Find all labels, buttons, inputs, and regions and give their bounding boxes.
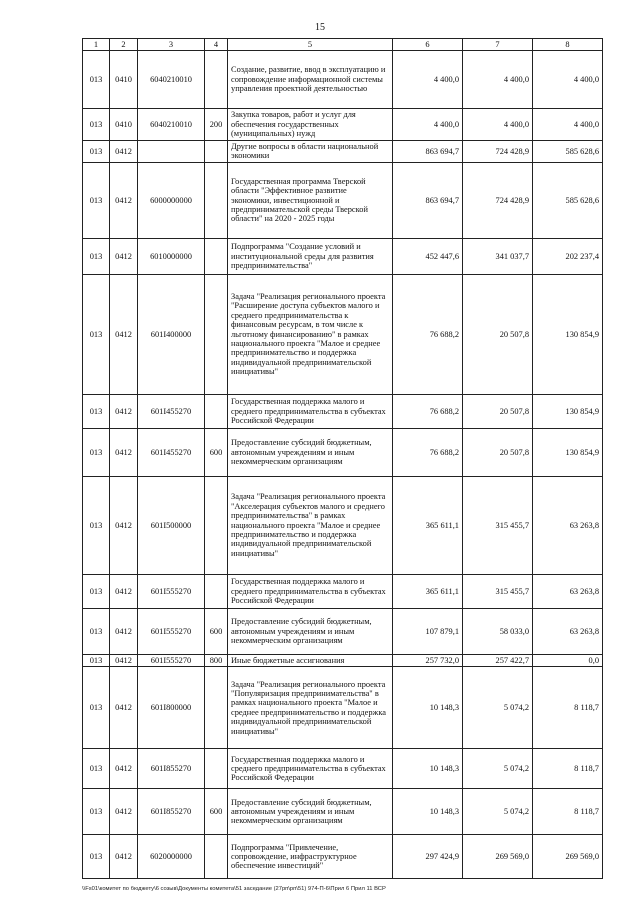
table-row bbox=[83, 109, 603, 141]
description-cell: Создание, развитие, ввод в эксплуатацию и сопровождение информационной системы управления проектной деятельностью bbox=[228, 51, 393, 109]
admin-code-cell: 013 bbox=[83, 749, 110, 789]
table-row bbox=[83, 238, 603, 274]
table-row bbox=[83, 667, 603, 749]
expense-type-cell: 200 bbox=[205, 109, 228, 141]
section-code-cell: 0412 bbox=[110, 749, 138, 789]
expense-type-cell: 600 bbox=[205, 428, 228, 476]
column-number-row bbox=[83, 39, 603, 51]
expense-type-cell bbox=[205, 394, 228, 428]
table-row bbox=[83, 162, 603, 238]
column-header: 2 bbox=[110, 39, 138, 51]
amount-2023-cell: 585 628,6 bbox=[533, 162, 603, 238]
expense-type-cell bbox=[205, 51, 228, 109]
column-header: 1 bbox=[83, 39, 110, 51]
amount-2023-cell: 585 628,6 bbox=[533, 141, 603, 163]
section-code-cell: 0412 bbox=[110, 274, 138, 394]
section-code-cell: 0412 bbox=[110, 476, 138, 574]
column-header: 6 bbox=[393, 39, 463, 51]
target-article-cell: 6040210010 bbox=[138, 51, 205, 109]
amount-2022-cell: 4 400,0 bbox=[463, 109, 533, 141]
target-article-cell: 601I400000 bbox=[138, 274, 205, 394]
table-row bbox=[83, 654, 603, 666]
section-code-cell: 0412 bbox=[110, 238, 138, 274]
column-header: 7 bbox=[463, 39, 533, 51]
amount-2022-cell: 269 569,0 bbox=[463, 835, 533, 879]
amount-2022-cell: 20 507,8 bbox=[463, 394, 533, 428]
amount-2023-cell: 8 118,7 bbox=[533, 789, 603, 835]
amount-2022-cell: 724 428,9 bbox=[463, 162, 533, 238]
target-article-cell: 6000000000 bbox=[138, 162, 205, 238]
amount-2022-cell: 315 455,7 bbox=[463, 574, 533, 608]
section-code-cell: 0412 bbox=[110, 789, 138, 835]
expense-type-cell: 800 bbox=[205, 654, 228, 666]
amount-2022-cell: 257 422,7 bbox=[463, 654, 533, 666]
target-article-cell: 601I455270 bbox=[138, 394, 205, 428]
column-header: 8 bbox=[533, 39, 603, 51]
amount-2023-cell: 130 854,9 bbox=[533, 274, 603, 394]
section-code-cell: 0412 bbox=[110, 428, 138, 476]
admin-code-cell: 013 bbox=[83, 51, 110, 109]
admin-code-cell: 013 bbox=[83, 476, 110, 574]
amount-2021-cell: 76 688,2 bbox=[393, 394, 463, 428]
section-code-cell: 0410 bbox=[110, 51, 138, 109]
admin-code-cell: 013 bbox=[83, 238, 110, 274]
amount-2023-cell: 4 400,0 bbox=[533, 109, 603, 141]
description-cell: Подпрограмма "Создание условий и институциональной среды для развития предпринимательства" bbox=[228, 238, 393, 274]
target-article-cell: 6040210010 bbox=[138, 109, 205, 141]
target-article-cell: 601I855270 bbox=[138, 789, 205, 835]
amount-2023-cell: 0,0 bbox=[533, 654, 603, 666]
description-cell: Задача "Реализация регионального проекта "Популяризация предпринимательства" в рамках национального проекта "Малое и среднее предпринимательство и поддержка индивидуальной предпринимательской инициативы" bbox=[228, 667, 393, 749]
admin-code-cell: 013 bbox=[83, 608, 110, 654]
target-article-cell: 601I555270 bbox=[138, 574, 205, 608]
description-cell: Государственная поддержка малого и среднего предпринимательства в субъектах Российской Федерации bbox=[228, 394, 393, 428]
expense-type-cell: 600 bbox=[205, 789, 228, 835]
target-article-cell: 601I555270 bbox=[138, 608, 205, 654]
page-number: 15 bbox=[315, 22, 325, 33]
expense-type-cell bbox=[205, 141, 228, 163]
expense-type-cell bbox=[205, 574, 228, 608]
expense-type-cell bbox=[205, 238, 228, 274]
target-article-cell: 601I555270 bbox=[138, 654, 205, 666]
amount-2021-cell: 4 400,0 bbox=[393, 51, 463, 109]
amount-2021-cell: 863 694,7 bbox=[393, 141, 463, 163]
expense-type-cell bbox=[205, 476, 228, 574]
section-code-cell: 0412 bbox=[110, 574, 138, 608]
target-article-cell: 601I800000 bbox=[138, 667, 205, 749]
amount-2023-cell: 63 263,8 bbox=[533, 476, 603, 574]
amount-2023-cell: 63 263,8 bbox=[533, 574, 603, 608]
section-code-cell: 0412 bbox=[110, 162, 138, 238]
amount-2021-cell: 365 611,1 bbox=[393, 574, 463, 608]
amount-2022-cell: 20 507,8 bbox=[463, 274, 533, 394]
table-row bbox=[83, 51, 603, 109]
budget-table bbox=[82, 38, 603, 879]
description-cell: Государственная программа Тверской области "Эффективное развитие экономики, инвестиционной и предпринимательской среды Тверской области" на 2020 - 2025 годы bbox=[228, 162, 393, 238]
column-header: 5 bbox=[228, 39, 393, 51]
amount-2023-cell: 202 237,4 bbox=[533, 238, 603, 274]
target-article-cell: 601I455270 bbox=[138, 428, 205, 476]
column-header: 3 bbox=[138, 39, 205, 51]
amount-2021-cell: 452 447,6 bbox=[393, 238, 463, 274]
admin-code-cell: 013 bbox=[83, 109, 110, 141]
amount-2022-cell: 724 428,9 bbox=[463, 141, 533, 163]
amount-2023-cell: 269 569,0 bbox=[533, 835, 603, 879]
admin-code-cell: 013 bbox=[83, 835, 110, 879]
amount-2023-cell: 8 118,7 bbox=[533, 667, 603, 749]
table-row bbox=[83, 749, 603, 789]
table-row bbox=[83, 476, 603, 574]
description-cell: Другие вопросы в области национальной экономики bbox=[228, 141, 393, 163]
expense-type-cell bbox=[205, 835, 228, 879]
description-cell: Государственная поддержка малого и среднего предпринимательства в субъектах Российской Федерации bbox=[228, 749, 393, 789]
target-article-cell bbox=[138, 141, 205, 163]
amount-2022-cell: 58 033,0 bbox=[463, 608, 533, 654]
table-row bbox=[83, 428, 603, 476]
amount-2023-cell: 63 263,8 bbox=[533, 608, 603, 654]
section-code-cell: 0412 bbox=[110, 141, 138, 163]
amount-2021-cell: 10 148,3 bbox=[393, 749, 463, 789]
admin-code-cell: 013 bbox=[83, 162, 110, 238]
description-cell: Задача "Реализация регионального проекта "Акселерация субъектов малого и среднего предпринимательства" в рамках национального проекта "Малое и среднее предпринимательство и поддержка индивидуальной предпринимательской инициативы" bbox=[228, 476, 393, 574]
expense-type-cell bbox=[205, 749, 228, 789]
table-row bbox=[83, 141, 603, 163]
admin-code-cell: 013 bbox=[83, 654, 110, 666]
amount-2023-cell: 130 854,9 bbox=[533, 394, 603, 428]
section-code-cell: 0412 bbox=[110, 608, 138, 654]
amount-2023-cell: 4 400,0 bbox=[533, 51, 603, 109]
amount-2021-cell: 10 148,3 bbox=[393, 789, 463, 835]
amount-2021-cell: 863 694,7 bbox=[393, 162, 463, 238]
amount-2023-cell: 130 854,9 bbox=[533, 428, 603, 476]
target-article-cell: 6020000000 bbox=[138, 835, 205, 879]
table-row bbox=[83, 608, 603, 654]
amount-2022-cell: 5 074,2 bbox=[463, 789, 533, 835]
description-cell: Закупка товаров, работ и услуг для обеспечения государственных (муниципальных) нужд bbox=[228, 109, 393, 141]
admin-code-cell: 013 bbox=[83, 274, 110, 394]
file-path-footer: \\Fs01\комитет по бюджету\6 созыв\Документы комитета\51 заседание (27рп\рп\51) 974-П-6\Прил 6 Прил 11 ВСР bbox=[82, 886, 386, 892]
amount-2023-cell: 8 118,7 bbox=[533, 749, 603, 789]
amount-2021-cell: 4 400,0 bbox=[393, 109, 463, 141]
description-cell: Подпрограмма "Привлечение, сопровождение, инфраструктурное обеспечение инвестиций" bbox=[228, 835, 393, 879]
amount-2021-cell: 365 611,1 bbox=[393, 476, 463, 574]
amount-2021-cell: 107 879,1 bbox=[393, 608, 463, 654]
amount-2022-cell: 341 037,7 bbox=[463, 238, 533, 274]
section-code-cell: 0412 bbox=[110, 654, 138, 666]
admin-code-cell: 013 bbox=[83, 428, 110, 476]
amount-2021-cell: 257 732,0 bbox=[393, 654, 463, 666]
description-cell: Иные бюджетные ассигнования bbox=[228, 654, 393, 666]
amount-2022-cell: 4 400,0 bbox=[463, 51, 533, 109]
amount-2021-cell: 297 424,9 bbox=[393, 835, 463, 879]
amount-2021-cell: 10 148,3 bbox=[393, 667, 463, 749]
description-cell: Задача "Реализация регионального проекта "Расширение доступа субъектов малого и среднего предпринимательства к финансовым ресурсам, в том числе к льготному финансированию" в рамках национального проекта "Малое и среднее предпринимательство и поддержка индивидуальной предпринимательской инициативы" bbox=[228, 274, 393, 394]
admin-code-cell: 013 bbox=[83, 789, 110, 835]
column-header: 4 bbox=[205, 39, 228, 51]
amount-2022-cell: 5 074,2 bbox=[463, 667, 533, 749]
table-row bbox=[83, 789, 603, 835]
admin-code-cell: 013 bbox=[83, 667, 110, 749]
table-row bbox=[83, 274, 603, 394]
section-code-cell: 0412 bbox=[110, 667, 138, 749]
description-cell: Государственная поддержка малого и среднего предпринимательства в субъектах Российской Федерации bbox=[228, 574, 393, 608]
expense-type-cell bbox=[205, 274, 228, 394]
admin-code-cell: 013 bbox=[83, 141, 110, 163]
description-cell: Предоставление субсидий бюджетным, автономным учреждениям и иным некоммерческим организациям bbox=[228, 789, 393, 835]
description-cell: Предоставление субсидий бюджетным, автономным учреждениям и иным некоммерческим организациям bbox=[228, 428, 393, 476]
amount-2021-cell: 76 688,2 bbox=[393, 428, 463, 476]
target-article-cell: 601I500000 bbox=[138, 476, 205, 574]
table-row bbox=[83, 394, 603, 428]
expense-type-cell: 600 bbox=[205, 608, 228, 654]
target-article-cell: 601I855270 bbox=[138, 749, 205, 789]
table-row bbox=[83, 574, 603, 608]
amount-2022-cell: 20 507,8 bbox=[463, 428, 533, 476]
table-row bbox=[83, 835, 603, 879]
section-code-cell: 0410 bbox=[110, 109, 138, 141]
expense-type-cell bbox=[205, 667, 228, 749]
target-article-cell: 6010000000 bbox=[138, 238, 205, 274]
expense-type-cell bbox=[205, 162, 228, 238]
admin-code-cell: 013 bbox=[83, 394, 110, 428]
amount-2021-cell: 76 688,2 bbox=[393, 274, 463, 394]
amount-2022-cell: 315 455,7 bbox=[463, 476, 533, 574]
amount-2022-cell: 5 074,2 bbox=[463, 749, 533, 789]
section-code-cell: 0412 bbox=[110, 835, 138, 879]
admin-code-cell: 013 bbox=[83, 574, 110, 608]
description-cell: Предоставление субсидий бюджетным, автономным учреждениям и иным некоммерческим организациям bbox=[228, 608, 393, 654]
section-code-cell: 0412 bbox=[110, 394, 138, 428]
